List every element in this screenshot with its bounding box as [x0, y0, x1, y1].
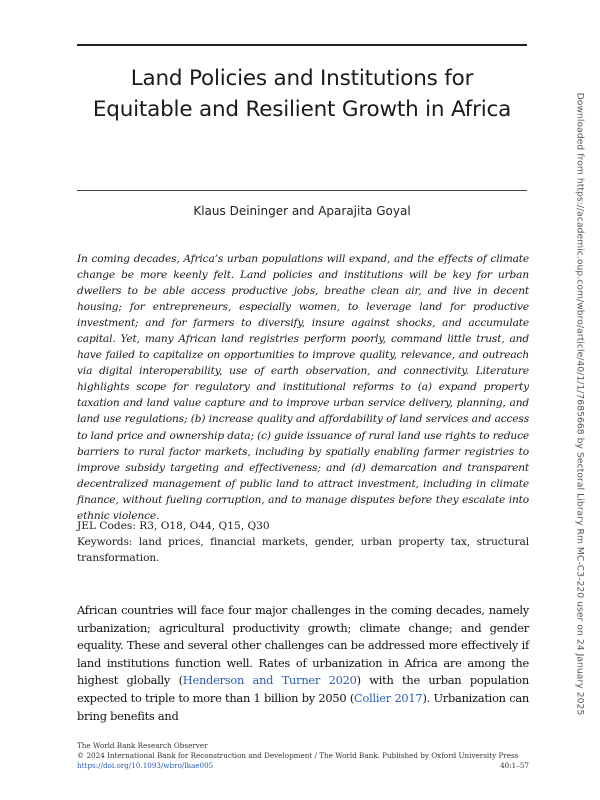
authors: Klaus Deininger and Aparajita Goyal [193, 204, 411, 218]
title-rule [77, 190, 527, 191]
keywords: Keywords: land prices, financial markets, gender, urban property tax, structural transformation. [77, 536, 529, 564]
title-line-2: Equitable and Resilient Growth in Africa [92, 97, 512, 122]
body-paragraph [77, 602, 529, 725]
copyright-line: © 2024 International Bank for Reconstruction and Development / The World Bank. Published by Oxford University Press [77, 751, 519, 760]
page-footer [77, 741, 529, 771]
body-text-part-1: African countries will face four major challenges in the coming decades, namely urbanization; agricultural productivity growth; climate change; and gender equality. These and several other challenges can be addressed more effectively if land institutions function well. Rates of urbanization in Africa are among the highest globally ( [77, 603, 529, 688]
journal-name: The World Bank Research Observer [77, 741, 208, 750]
page-range: 40:1–57 [500, 761, 529, 770]
abstract: In coming decades, Africa’s urban populations will expand, and the effects of climate change be more keenly felt. Land policies and institutions will be key for urban dwellers to be able access productive jobs, breathe clean air, and live in decent housing; for entrepreneurs, especially women, to leverage land for productive investment; and for farmers to diversify, insure against shocks, and accumulate capital. Yet, many African land registries perform poorly, command little trust, and have failed to capitalize on opportunities to improve quality, relevance, and outreach via digital interoperability, use of earth observation, and connectivity. Literature highlights scope for regulatory and institutional reforms to (a) expand property taxation and land value capture and to improve urban service delivery, planning, and land use regulations; (b) increase quality and affordability of land services and access to land price and ownership data; (c) guide issuance of rural land use rights to reduce barriers to rural factor markets, including by spatially enabling farmer registries to improve subsidy targeting and effectiveness; and (d) demarcation and transparent decentralized management of public land to attract investment, including in climate finance, without fueling corruption, and to manage disputes before they escalate into ethnic violence. [77, 253, 529, 522]
citation-link-henderson-turner[interactable]: Henderson and Turner 2020 [182, 673, 357, 688]
jel-codes: JEL Codes: R3, O18, O44, Q15, Q30 [77, 520, 270, 532]
download-notice-text: Downloaded from https://academic.oup.com/wbro/article/40/1/1/7685668 by Sectoral Library Rm MC-C3-220 user on 24 January 2025 [574, 92, 586, 716]
top-rule [77, 44, 527, 46]
title-line-1: Land Policies and Institutions for [130, 66, 474, 91]
body-text-part-3: ). Urbanization can bring benefits and [77, 690, 529, 723]
article-title [77, 63, 527, 125]
doi-link[interactable]: https://doi.org/10.1093/wbro/lkae005 [77, 761, 214, 770]
body-text-part-2: ) with the urban population expected to triple to more than 1 billion by 2050 ( [77, 673, 529, 705]
citation-link-collier[interactable]: Collier 2017 [354, 690, 423, 705]
